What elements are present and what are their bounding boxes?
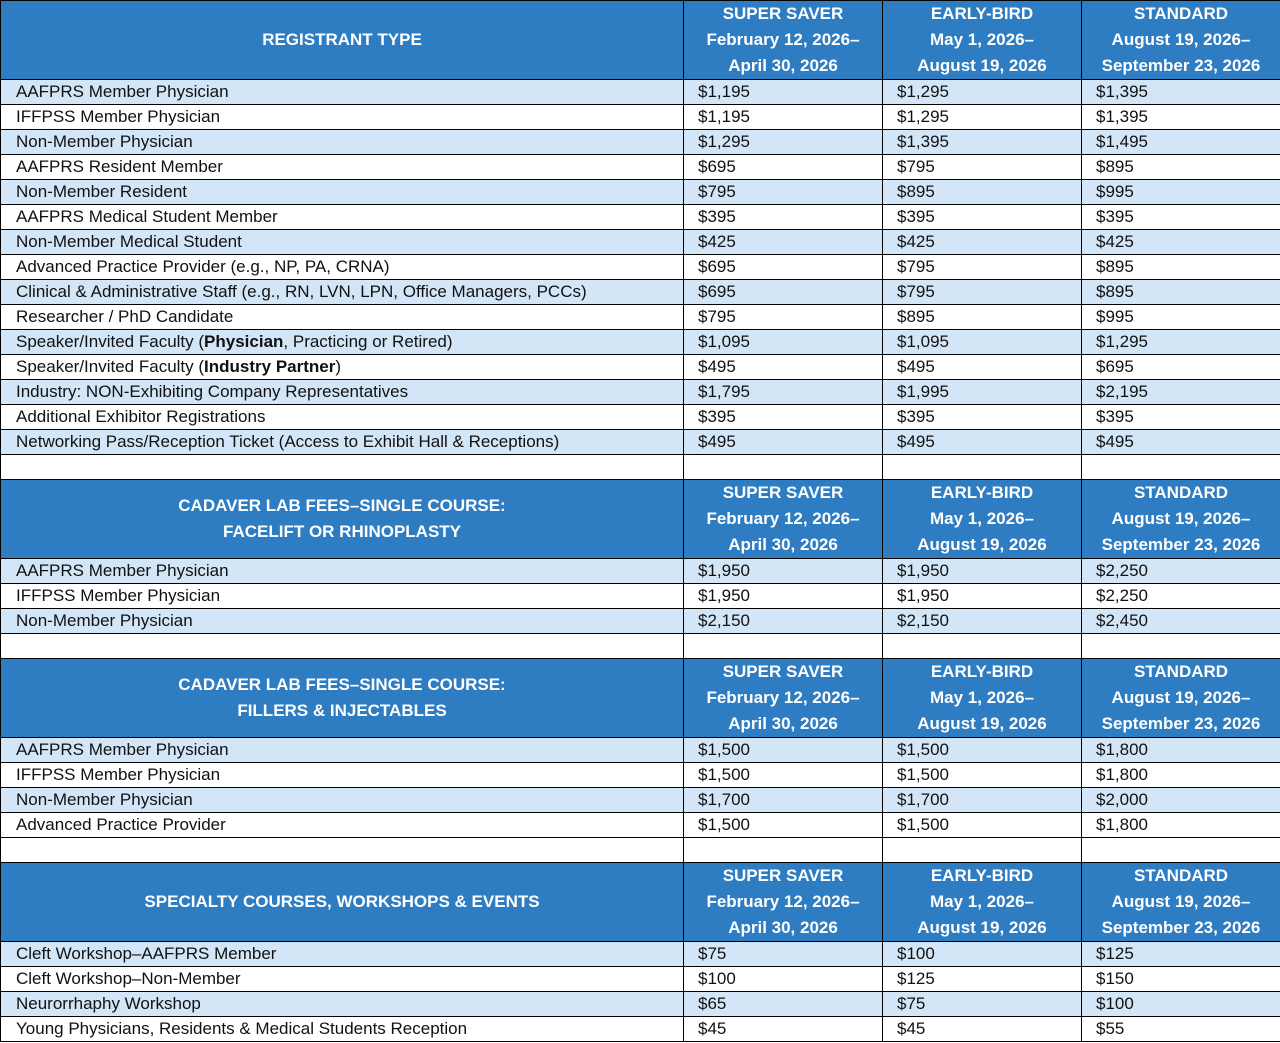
spacer-cell xyxy=(1082,634,1280,659)
pricing-tier-end-date: September 23, 2026 xyxy=(1101,56,1261,75)
pricing-tier-end-date: April 30, 2026 xyxy=(728,918,838,937)
early-bird-price: $75 xyxy=(883,992,1082,1017)
pricing-tier-name: SUPER SAVER xyxy=(722,4,844,23)
pricing-tier-name: STANDARD xyxy=(1133,4,1229,23)
standard-price: $150 xyxy=(1082,967,1280,992)
standard-column-header xyxy=(1082,659,1280,738)
registrant-type-label xyxy=(1,330,684,355)
section-header-row xyxy=(1,863,1280,942)
section-title-line: SPECIALTY COURSES, WORKSHOPS & EVENTS xyxy=(144,892,540,911)
pricing-tier-start-date: May 1, 2026– xyxy=(930,509,1034,528)
pricing-tier-end-date: September 23, 2026 xyxy=(1101,535,1261,554)
section-title-line: CADAVER LAB FEES–SINGLE COURSE: xyxy=(178,675,506,694)
registrant-type-label: AAFPRS Resident Member xyxy=(1,155,684,180)
registrant-type-label: AAFPRS Member Physician xyxy=(1,738,684,763)
section-title-line: FACELIFT OR RHINOPLASTY xyxy=(223,522,461,541)
standard-price: $1,395 xyxy=(1082,105,1280,130)
table-row xyxy=(1,430,1280,455)
table-row xyxy=(1,584,1280,609)
table-row xyxy=(1,405,1280,430)
standard-price: $2,450 xyxy=(1082,609,1280,634)
registrant-type-label: Young Physicians, Residents & Medical Students Reception xyxy=(1,1017,684,1042)
pricing-tier-name: EARLY-BIRD xyxy=(930,866,1034,885)
super-saver-price: $45 xyxy=(684,1017,883,1042)
pricing-tier-start-date: February 12, 2026– xyxy=(706,688,860,707)
standard-price: $1,800 xyxy=(1082,813,1280,838)
pricing-tier-name: EARLY-BIRD xyxy=(930,662,1034,681)
pricing-tier-end-date: April 30, 2026 xyxy=(728,535,838,554)
registrant-type-label: IFFPSS Member Physician xyxy=(1,105,684,130)
super-saver-price: $1,795 xyxy=(684,380,883,405)
early-bird-price: $2,150 xyxy=(883,609,1082,634)
table-row xyxy=(1,380,1280,405)
super-saver-price: $495 xyxy=(684,355,883,380)
super-saver-price: $395 xyxy=(684,205,883,230)
pricing-tier-start-date: August 19, 2026– xyxy=(1111,688,1251,707)
early-bird-price: $395 xyxy=(883,205,1082,230)
super-saver-column-header xyxy=(684,863,883,942)
early-bird-price: $1,995 xyxy=(883,380,1082,405)
section-title xyxy=(1,659,684,738)
early-bird-column-header xyxy=(883,863,1082,942)
table-row xyxy=(1,738,1280,763)
super-saver-price: $100 xyxy=(684,967,883,992)
pricing-tier-start-date: February 12, 2026– xyxy=(706,892,860,911)
standard-price: $695 xyxy=(1082,355,1280,380)
registrant-type-label: AAFPRS Medical Student Member xyxy=(1,205,684,230)
early-bird-price: $425 xyxy=(883,230,1082,255)
pricing-tier-end-date: August 19, 2026 xyxy=(917,714,1047,733)
registrant-type-label: Industry: NON-Exhibiting Company Representatives xyxy=(1,380,684,405)
fees-table-body xyxy=(1,1,1280,1042)
early-bird-price: $1,500 xyxy=(883,738,1082,763)
spacer-cell xyxy=(684,838,883,863)
early-bird-price: $125 xyxy=(883,967,1082,992)
pricing-tier-name: SUPER SAVER xyxy=(722,662,844,681)
registrant-type-label: Researcher / PhD Candidate xyxy=(1,305,684,330)
early-bird-price: $45 xyxy=(883,1017,1082,1042)
standard-price: $495 xyxy=(1082,430,1280,455)
spacer-cell xyxy=(883,634,1082,659)
early-bird-price: $100 xyxy=(883,942,1082,967)
pricing-tier-end-date: April 30, 2026 xyxy=(728,56,838,75)
super-saver-price: $1,950 xyxy=(684,584,883,609)
standard-price: $395 xyxy=(1082,405,1280,430)
super-saver-price: $795 xyxy=(684,180,883,205)
table-row xyxy=(1,788,1280,813)
spacer-row xyxy=(1,634,1280,659)
standard-price: $1,395 xyxy=(1082,80,1280,105)
standard-price: $2,195 xyxy=(1082,380,1280,405)
super-saver-price: $2,150 xyxy=(684,609,883,634)
pricing-tier-start-date: May 1, 2026– xyxy=(930,688,1034,707)
pricing-tier-end-date: April 30, 2026 xyxy=(728,714,838,733)
standard-price: $2,250 xyxy=(1082,584,1280,609)
super-saver-price: $1,500 xyxy=(684,738,883,763)
table-row xyxy=(1,559,1280,584)
table-row xyxy=(1,609,1280,634)
super-saver-column-header xyxy=(684,480,883,559)
table-row xyxy=(1,942,1280,967)
pricing-tier-end-date: August 19, 2026 xyxy=(917,918,1047,937)
standard-price: $2,000 xyxy=(1082,788,1280,813)
spacer-cell xyxy=(883,838,1082,863)
standard-price: $895 xyxy=(1082,255,1280,280)
super-saver-price: $1,500 xyxy=(684,813,883,838)
registrant-type-label: Networking Pass/Reception Ticket (Access to Exhibit Hall & Receptions) xyxy=(1,430,684,455)
super-saver-price: $395 xyxy=(684,405,883,430)
early-bird-price: $495 xyxy=(883,355,1082,380)
registrant-type-label: IFFPSS Member Physician xyxy=(1,584,684,609)
standard-price: $100 xyxy=(1082,992,1280,1017)
spacer-cell xyxy=(1082,455,1280,480)
spacer-cell xyxy=(684,455,883,480)
early-bird-price: $795 xyxy=(883,155,1082,180)
pricing-tier-end-date: August 19, 2026 xyxy=(917,535,1047,554)
label-text: Speaker/Invited Faculty ( xyxy=(16,332,205,351)
early-bird-price: $795 xyxy=(883,255,1082,280)
early-bird-column-header xyxy=(883,480,1082,559)
section-title-line: FILLERS & INJECTABLES xyxy=(237,701,447,720)
early-bird-price: $795 xyxy=(883,280,1082,305)
table-row xyxy=(1,180,1280,205)
standard-price: $395 xyxy=(1082,205,1280,230)
label-text: ) xyxy=(335,357,342,376)
super-saver-price: $65 xyxy=(684,992,883,1017)
early-bird-price: $495 xyxy=(883,430,1082,455)
super-saver-column-header xyxy=(684,1,883,80)
early-bird-price: $895 xyxy=(883,305,1082,330)
early-bird-price: $895 xyxy=(883,180,1082,205)
label-emphasis: Industry Partner xyxy=(204,357,336,376)
pricing-tier-name: EARLY-BIRD xyxy=(930,4,1034,23)
registrant-type-label: Non-Member Resident xyxy=(1,180,684,205)
super-saver-price: $695 xyxy=(684,280,883,305)
standard-column-header xyxy=(1082,1,1280,80)
registrant-type-label: AAFPRS Member Physician xyxy=(1,559,684,584)
registrant-type-label: Clinical & Administrative Staff (e.g., RN, LVN, LPN, Office Managers, PCCs) xyxy=(1,280,684,305)
early-bird-price: $1,950 xyxy=(883,584,1082,609)
super-saver-price: $1,700 xyxy=(684,788,883,813)
spacer-cell xyxy=(684,634,883,659)
table-row xyxy=(1,967,1280,992)
pricing-tier-start-date: February 12, 2026– xyxy=(706,30,860,49)
table-row xyxy=(1,230,1280,255)
early-bird-column-header xyxy=(883,659,1082,738)
standard-price: $995 xyxy=(1082,180,1280,205)
early-bird-price: $1,395 xyxy=(883,130,1082,155)
pricing-tier-start-date: May 1, 2026– xyxy=(930,892,1034,911)
table-row xyxy=(1,1017,1280,1042)
table-row xyxy=(1,305,1280,330)
registrant-type-label: Advanced Practice Provider (e.g., NP, PA, CRNA) xyxy=(1,255,684,280)
registrant-type-label: AAFPRS Member Physician xyxy=(1,80,684,105)
super-saver-price: $75 xyxy=(684,942,883,967)
pricing-tier-name: SUPER SAVER xyxy=(722,483,844,502)
section-title-line: REGISTRANT TYPE xyxy=(262,30,422,49)
registrant-type-label: Cleft Workshop–Non-Member xyxy=(1,967,684,992)
early-bird-price: $1,950 xyxy=(883,559,1082,584)
super-saver-price: $1,095 xyxy=(684,330,883,355)
table-row xyxy=(1,205,1280,230)
label-emphasis: Physician xyxy=(204,332,284,351)
section-title-line: CADAVER LAB FEES–SINGLE COURSE: xyxy=(178,496,506,515)
label-text: , Practicing or Retired) xyxy=(283,332,453,351)
spacer-cell xyxy=(1,634,684,659)
spacer-row xyxy=(1,455,1280,480)
super-saver-price: $695 xyxy=(684,255,883,280)
pricing-tier-name: STANDARD xyxy=(1133,866,1229,885)
pricing-tier-end-date: September 23, 2026 xyxy=(1101,714,1261,733)
registrant-type-label: Advanced Practice Provider xyxy=(1,813,684,838)
standard-price: $1,800 xyxy=(1082,763,1280,788)
spacer-cell xyxy=(883,455,1082,480)
table-row xyxy=(1,355,1280,380)
label-text: Speaker/Invited Faculty ( xyxy=(16,357,205,376)
super-saver-price: $1,950 xyxy=(684,559,883,584)
registrant-type-label: IFFPSS Member Physician xyxy=(1,763,684,788)
pricing-tier-start-date: August 19, 2026– xyxy=(1111,509,1251,528)
pricing-tier-end-date: August 19, 2026 xyxy=(917,56,1047,75)
spacer-cell xyxy=(1,838,684,863)
standard-price: $1,295 xyxy=(1082,330,1280,355)
super-saver-column-header xyxy=(684,659,883,738)
spacer-row xyxy=(1,838,1280,863)
early-bird-price: $1,500 xyxy=(883,813,1082,838)
table-row xyxy=(1,105,1280,130)
section-title xyxy=(1,480,684,559)
registrant-type-label: Neurorrhaphy Workshop xyxy=(1,992,684,1017)
standard-column-header xyxy=(1082,480,1280,559)
early-bird-price: $395 xyxy=(883,405,1082,430)
section-header-row xyxy=(1,480,1280,559)
pricing-tier-name: STANDARD xyxy=(1133,662,1229,681)
table-row xyxy=(1,992,1280,1017)
registrant-type-label: Non-Member Physician xyxy=(1,609,684,634)
early-bird-price: $1,295 xyxy=(883,105,1082,130)
pricing-tier-name: STANDARD xyxy=(1133,483,1229,502)
registrant-type-label xyxy=(1,355,684,380)
standard-price: $55 xyxy=(1082,1017,1280,1042)
table-row xyxy=(1,280,1280,305)
early-bird-price: $1,700 xyxy=(883,788,1082,813)
super-saver-price: $1,500 xyxy=(684,763,883,788)
standard-price: $995 xyxy=(1082,305,1280,330)
pricing-tier-start-date: February 12, 2026– xyxy=(706,509,860,528)
early-bird-price: $1,095 xyxy=(883,330,1082,355)
super-saver-price: $795 xyxy=(684,305,883,330)
standard-price: $895 xyxy=(1082,155,1280,180)
registrant-type-label: Non-Member Medical Student xyxy=(1,230,684,255)
section-header-row xyxy=(1,1,1280,80)
standard-price: $125 xyxy=(1082,942,1280,967)
early-bird-column-header xyxy=(883,1,1082,80)
standard-price: $1,495 xyxy=(1082,130,1280,155)
pricing-tier-start-date: August 19, 2026– xyxy=(1111,30,1251,49)
standard-column-header xyxy=(1082,863,1280,942)
standard-price: $2,250 xyxy=(1082,559,1280,584)
registrant-type-label: Non-Member Physician xyxy=(1,788,684,813)
table-row xyxy=(1,155,1280,180)
registrant-type-label: Non-Member Physician xyxy=(1,130,684,155)
table-row xyxy=(1,813,1280,838)
table-row xyxy=(1,80,1280,105)
super-saver-price: $1,295 xyxy=(684,130,883,155)
super-saver-price: $695 xyxy=(684,155,883,180)
early-bird-price: $1,295 xyxy=(883,80,1082,105)
spacer-cell xyxy=(1,455,684,480)
table-row xyxy=(1,330,1280,355)
pricing-tier-start-date: May 1, 2026– xyxy=(930,30,1034,49)
pricing-tier-name: SUPER SAVER xyxy=(722,866,844,885)
standard-price: $425 xyxy=(1082,230,1280,255)
table-row xyxy=(1,763,1280,788)
table-row xyxy=(1,255,1280,280)
registrant-type-label: Cleft Workshop–AAFPRS Member xyxy=(1,942,684,967)
super-saver-price: $495 xyxy=(684,430,883,455)
standard-price: $1,800 xyxy=(1082,738,1280,763)
super-saver-price: $1,195 xyxy=(684,105,883,130)
spacer-cell xyxy=(1082,838,1280,863)
early-bird-price: $1,500 xyxy=(883,763,1082,788)
super-saver-price: $1,195 xyxy=(684,80,883,105)
section-title xyxy=(1,863,684,942)
standard-price: $895 xyxy=(1082,280,1280,305)
super-saver-price: $425 xyxy=(684,230,883,255)
table-row xyxy=(1,130,1280,155)
pricing-tier-name: EARLY-BIRD xyxy=(930,483,1034,502)
section-title xyxy=(1,1,684,80)
section-header-row xyxy=(1,659,1280,738)
pricing-tier-start-date: August 19, 2026– xyxy=(1111,892,1251,911)
registrant-type-label: Additional Exhibitor Registrations xyxy=(1,405,684,430)
pricing-tier-end-date: September 23, 2026 xyxy=(1101,918,1261,937)
